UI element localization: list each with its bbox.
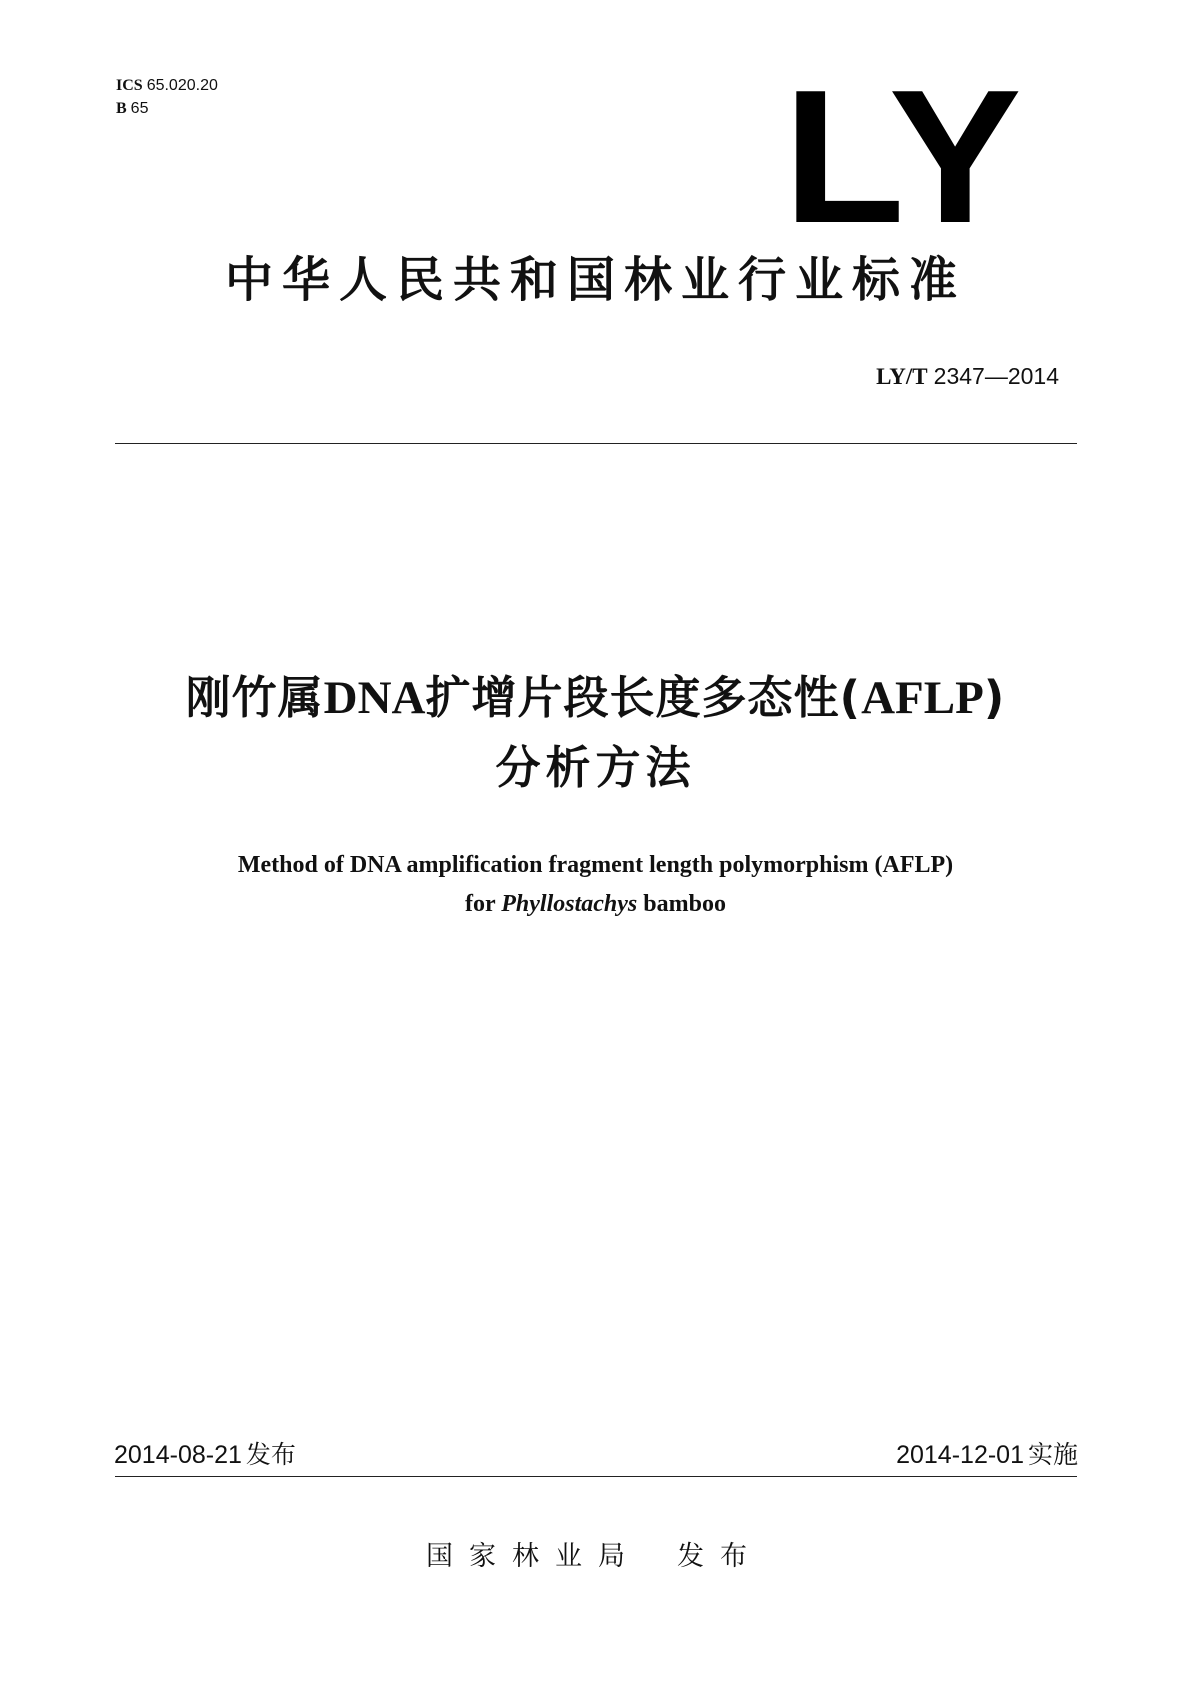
title-cn-line2: 分析方法	[495, 741, 696, 794]
ics-label: ICS	[116, 77, 143, 94]
title-cn-aflp: AFLP	[861, 672, 984, 724]
title-cn-dna: DNA	[323, 672, 426, 724]
title-en-bamboo: bamboo	[643, 891, 726, 917]
ccs-line	[116, 97, 218, 120]
title-en-for: for	[465, 891, 496, 917]
standard-number-value: 2347—2014	[933, 363, 1059, 389]
effective-date-label: 实施	[1027, 1440, 1078, 1469]
classification-codes	[116, 74, 218, 120]
effective-date	[896, 1440, 1078, 1470]
issue-date-label: 发布	[245, 1440, 296, 1469]
ly-logo: LY	[783, 51, 1024, 263]
standard-number	[876, 362, 1059, 391]
title-cn-middle: 扩增片段长度多态性(	[425, 671, 862, 724]
issue-date-value: 2014-08-21	[114, 1441, 242, 1469]
issuer-action: 发布	[677, 1541, 763, 1572]
title-cn-close: )	[983, 671, 1006, 724]
title-en-line2	[0, 887, 1191, 921]
ics-line	[116, 74, 218, 97]
ccs-code: 65	[130, 100, 149, 117]
issuer-name: 国家林业局	[426, 1541, 641, 1572]
top-divider	[115, 443, 1077, 444]
standard-code: LY/T	[876, 364, 928, 389]
ics-code: 65.020.20	[146, 77, 218, 94]
title-cn-line1	[0, 670, 1191, 726]
title-en-line1: Method of DNA amplification fragment length polymorphism (AFLP)	[237, 852, 954, 878]
effective-date-value: 2014-12-01	[896, 1441, 1024, 1469]
issuer	[426, 1540, 763, 1574]
bottom-divider	[115, 1476, 1077, 1477]
standard-type-title: 中华人民共和国林业行业标准	[224, 252, 966, 308]
title-en-genus: Phyllostachys	[501, 891, 638, 917]
issue-date	[114, 1440, 296, 1470]
title-cn-prefix: 刚竹属	[185, 671, 324, 724]
ccs-label: B	[116, 100, 127, 117]
